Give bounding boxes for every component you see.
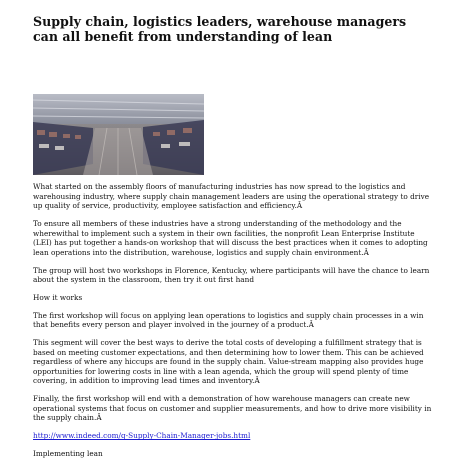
article-title: Supply chain, logistics leaders, warehouse managers can all benefit from understanding of lean: [33, 14, 407, 44]
paragraph: The first workshop will focus on applying lean operations to logistics and supply chain processes in a win that benefits every person and player involved in the journey of a product.Â: [33, 310, 424, 330]
paragraph: This segment will cover the best ways to derive the total costs of developing a fulfillment strategy that is based on meeting customer expectations, and then determining how to lower them. This can be achieved regardless of where any hiccups are found in the supply chain. Value-stream mapping also provides huge opportunities for lowering costs in line with a lean agenda, which the group will spend plenty of time covering, in addition to improving lead times and inventory.Â: [33, 338, 424, 386]
paragraph: To ensure all members of these industries have a strong understanding of the methodology and the wherewithal to implement such a system in their own facilities, the nonprofit Lean Enterprise Institute (LEI) has put together a hands-on workshop that will discuss the best practices when it comes to adopting lean operations into the distribution, warehouse, logistics and supply chain environment.Â: [33, 218, 428, 257]
warehouse-photo: [33, 94, 204, 175]
article-body: [33, 182, 433, 467]
section-heading: Implementing lean: [33, 448, 103, 458]
paragraph: What started on the assembly floors of manufacturing industries has now spread to the logistics and warehousing industry, where supply chain management leaders are using the operational strategy to drive up quality of service, productivity, employee satisfaction and efficiency.Â: [33, 182, 430, 211]
paragraph: Finally, the first workshop will end with a demonstration of how warehouse managers can create new operational systems that focus on customer and supplier measurements, and how to drive more visibility in the supply chain.Â: [33, 394, 432, 423]
section-heading: How it works: [33, 292, 83, 302]
jobs-link[interactable]: http://www.indeed.com/q-Supply-Chain-Manager-jobs.html: [33, 431, 251, 441]
paragraph: The group will host two workshops in Florence, Kentucky, where participants will have the chance to learn about the system in the classroom, then try it out first hand: [33, 265, 430, 285]
